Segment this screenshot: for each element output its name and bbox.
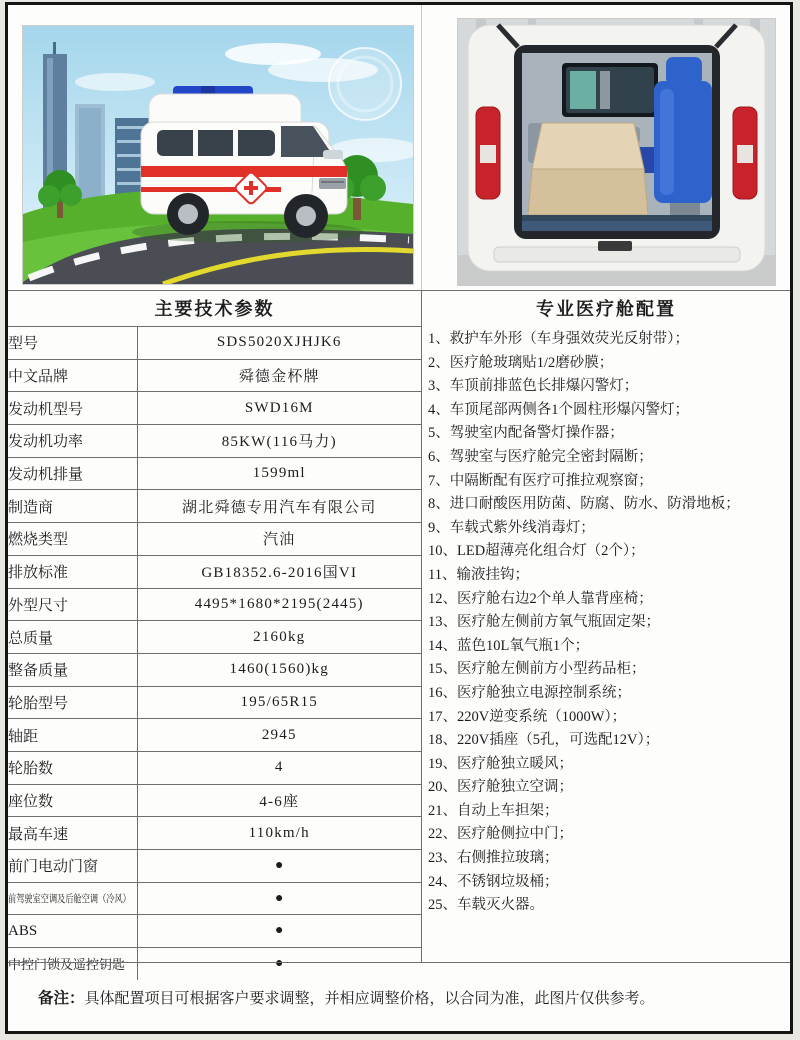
spec-row (8, 653, 421, 686)
floor-sill (522, 215, 712, 221)
config-item: 24、不锈钢垃圾桶； (428, 873, 559, 890)
spec-row (8, 327, 421, 360)
spec-row (8, 392, 421, 425)
spec-value: ● (137, 850, 421, 883)
config-item: 20、医疗舱独立空调； (428, 779, 573, 796)
spec-row (8, 555, 421, 588)
config-list (422, 328, 790, 918)
spec-label: 发动机功率 (8, 425, 137, 458)
spec-label: 轮胎型号 (8, 686, 137, 719)
config-item: 19、医疗舱独立暖风； (428, 755, 573, 772)
spec-label: 整备质量 (8, 653, 137, 686)
spec-value: 2945 (137, 719, 421, 752)
spec-label: 燃烧类型 (8, 523, 137, 556)
spec-label: ABS (8, 915, 137, 948)
spec-row (8, 457, 421, 490)
photo-panel-exterior (8, 5, 421, 290)
spec-row (8, 850, 421, 883)
spec-label: 发动机型号 (8, 392, 137, 425)
config-item: 10、LED超薄亮化组合灯（2个）； (428, 543, 645, 560)
spec-value: 195/65R15 (137, 686, 421, 719)
config-item: 16、医疗舱独立电源控制系统； (428, 684, 631, 701)
partition-window (562, 63, 658, 117)
spec-value: 4495*1680*2195(2445) (137, 588, 421, 621)
spec-label: 轮胎数 (8, 751, 137, 784)
ambulance-exterior-photo (22, 25, 414, 285)
spec-row (8, 719, 421, 752)
ambulance-rear-illustration (458, 19, 775, 285)
spec-label: 型号 (8, 327, 137, 360)
config-item: 4、车顶尾部两侧各1个圆柱形爆闪警灯； (428, 401, 689, 418)
spec-value: ● (137, 915, 421, 948)
config-item: 14、蓝色10L氧气瓶1个； (428, 637, 590, 654)
spec-value: GB18352.6-2016国VI (137, 555, 421, 588)
config-item: 9、车载式紫外线消毒灯； (428, 519, 595, 536)
tail-light-left (476, 107, 500, 199)
config-item: 21、自动上车担架； (428, 802, 559, 819)
spec-label: 前门电动门窗 (8, 850, 137, 883)
spec-value: 1599ml (137, 457, 421, 490)
spec-label: 总质量 (8, 621, 137, 654)
config-column (421, 291, 790, 962)
spec-label: 发动机排量 (8, 457, 137, 490)
spec-value: SWD16M (137, 392, 421, 425)
spec-row (8, 784, 421, 817)
config-list-title: 专业医疗舱配置 (536, 299, 676, 319)
config-item: 2、医疗舱玻璃贴1/2磨砂膜； (428, 354, 614, 371)
spec-label: 外型尺寸 (8, 588, 137, 621)
spec-row (8, 425, 421, 458)
note-row (8, 962, 790, 1031)
ambulance-exterior-illustration (23, 26, 413, 284)
spec-row (8, 686, 421, 719)
spec-row (8, 588, 421, 621)
spec-row (8, 490, 421, 523)
spec-row (8, 751, 421, 784)
spec-value: 1460(1560)kg (137, 653, 421, 686)
spec-table (8, 326, 421, 980)
spec-table-title: 主要技术参数 (154, 299, 275, 319)
spec-label: 排放标准 (8, 555, 137, 588)
spec-row (8, 882, 421, 915)
spec-label: 制造商 (8, 490, 137, 523)
spec-value: 2160kg (137, 621, 421, 654)
config-item: 7、中隔断配有医疗可推拉观察窗； (428, 472, 653, 489)
config-item: 5、驾驶室内配备警灯操作器； (428, 425, 624, 442)
spec-label: 座位数 (8, 784, 137, 817)
spec-label: 中控门锁及遥控钥匙 (8, 948, 137, 980)
ambulance-rear-interior-photo (457, 18, 776, 286)
spec-value: ● (137, 948, 421, 980)
bubble (329, 48, 401, 120)
document-frame (5, 2, 793, 1034)
config-item: 23、右侧推拉玻璃； (428, 850, 559, 867)
spec-value: 湖北舜德专用汽车有限公司 (137, 490, 421, 523)
spec-label: 最高车速 (8, 817, 137, 850)
tail-light-right (733, 107, 757, 199)
config-item: 11、输液挂钩； (428, 566, 529, 583)
spec-row (8, 817, 421, 850)
stretcher-platform (528, 123, 648, 215)
spec-row (8, 359, 421, 392)
spec-value: 85KW(116马力) (137, 425, 421, 458)
config-item: 3、车顶前排蓝色长排爆闪警灯； (428, 378, 639, 395)
spec-label: 前驾驶室空调及后舱空调（冷风） (8, 882, 137, 915)
config-item: 8、进口耐酸医用防菌、防腐、防水、防滑地板； (428, 496, 740, 513)
spec-value: 110km/h (137, 817, 421, 850)
config-item: 6、驾驶室与医疗舱完全密封隔断； (428, 448, 653, 465)
note-label: 备注： (38, 990, 85, 1007)
photo-panel-interior (421, 5, 790, 290)
spec-label: 中文品牌 (8, 359, 137, 392)
spec-value: SDS5020XJHJK6 (137, 327, 421, 360)
config-item: 22、医疗舱侧拉中门； (428, 826, 573, 843)
config-item: 25、车载灭火器。 (428, 897, 544, 914)
spec-value: 4 (137, 751, 421, 784)
spec-row (8, 915, 421, 948)
spec-value: 舜德金杯牌 (137, 359, 421, 392)
config-item: 12、医疗舱右边2个单人靠背座椅； (428, 590, 653, 607)
spec-row (8, 621, 421, 654)
config-item: 1、救护车外形（车身强效荧光反射带）； (428, 331, 689, 347)
spec-value: 汽油 (137, 523, 421, 556)
photos-row (8, 5, 790, 290)
config-item: 13、医疗舱左侧前方氧气瓶固定架； (428, 614, 660, 631)
config-item: 15、医疗舱左侧前方小型药品柜； (428, 661, 646, 678)
content-row (8, 290, 790, 972)
config-item: 17、220V逆变系统（1000W）； (428, 708, 627, 725)
note-text: 具体配置项目可根据客户要求调整，并相应调整价格，以合同为准，此图片仅供参考。 (84, 990, 655, 1007)
spec-value: ● (137, 882, 421, 915)
spec-row (8, 523, 421, 556)
spec-column (8, 291, 421, 972)
config-item: 18、220V插座（5孔，可选配12V）； (428, 732, 660, 749)
spec-label: 轴距 (8, 719, 137, 752)
spec-value: 4-6座 (137, 784, 421, 817)
